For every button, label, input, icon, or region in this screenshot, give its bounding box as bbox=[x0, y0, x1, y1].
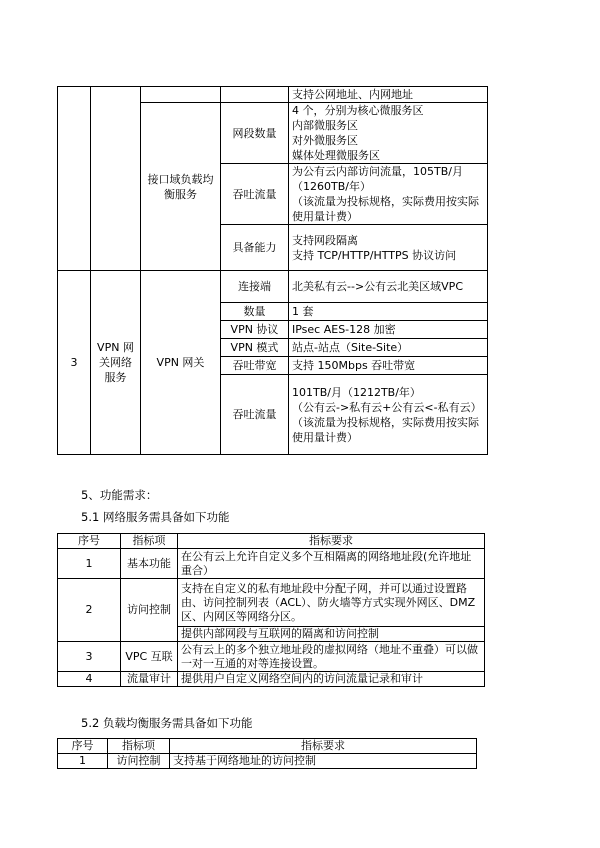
label-cell: 吞吐流量 bbox=[221, 164, 289, 225]
item-cell: 访问控制 bbox=[121, 579, 178, 642]
network-function-table bbox=[57, 533, 485, 687]
header-cell: 序号 bbox=[58, 534, 121, 549]
service-cell: VPN 网关网络服务 bbox=[91, 271, 141, 455]
index-cell: 4 bbox=[58, 672, 121, 687]
table-row bbox=[58, 672, 485, 687]
value-cell: 1 套 bbox=[289, 303, 488, 321]
index-cell bbox=[58, 87, 91, 271]
category-cell bbox=[141, 87, 221, 103]
label-cell: VPN 模式 bbox=[221, 339, 289, 357]
table-row bbox=[58, 642, 485, 672]
label-cell: 吞吐流量 bbox=[221, 375, 289, 455]
label-cell: VPN 协议 bbox=[221, 321, 289, 339]
item-cell: 基本功能 bbox=[121, 549, 178, 579]
label-cell: 网段数量 bbox=[221, 103, 289, 164]
value-cell: 为公有云内部访问流量，105TB/月（1260TB/年） （该流量为投标规格，实际费用按实际使用量计费） bbox=[289, 164, 488, 225]
value-cell: IPsec AES-128 加密 bbox=[289, 321, 488, 339]
table-row bbox=[58, 549, 485, 579]
label-cell: 数量 bbox=[221, 303, 289, 321]
value-cell: 北美私有云-->公有云北美区域VPC bbox=[289, 271, 488, 303]
requirement-cell: 提供内部网段与互联网的隔离和访问控制 bbox=[178, 627, 485, 642]
section-5-2-heading: 5.2 负载均衡服务需具备如下功能 bbox=[81, 716, 253, 730]
category-cell: 接口域负载均衡服务 bbox=[141, 103, 221, 271]
table-header-row bbox=[58, 534, 485, 549]
service-cell bbox=[91, 87, 141, 271]
requirement-cell: 在公有云上允许自定义多个互相隔离的网络地址段(允许地址重合） bbox=[178, 549, 485, 579]
value-cell: 站点-站点（Site-Site） bbox=[289, 339, 488, 357]
table-row bbox=[58, 271, 488, 303]
value-cell: 支持 150Mbps 吞吐带宽 bbox=[289, 357, 488, 375]
item-cell: VPC 互联 bbox=[121, 642, 178, 672]
label-cell: 吞吐带宽 bbox=[221, 357, 289, 375]
requirement-cell: 支持在自定义的私有地址段中分配子网，并可以通过设置路由、访问控制列表（ACL）、防火墙等方式实现外网区、DMZ 区、内网区等网络分区。 bbox=[178, 579, 485, 627]
index-cell: 1 bbox=[58, 754, 108, 769]
category-cell: VPN 网关 bbox=[141, 271, 221, 455]
item-cell: 流量审计 bbox=[121, 672, 178, 687]
table-header-row bbox=[58, 739, 477, 754]
header-cell: 指标要求 bbox=[170, 739, 477, 754]
value-cell: 支持网段隔离 支持 TCP/HTTP/HTTPS 协议访问 bbox=[289, 225, 488, 271]
header-cell: 指标项 bbox=[121, 534, 178, 549]
index-cell: 1 bbox=[58, 549, 121, 579]
header-cell: 序号 bbox=[58, 739, 108, 754]
value-cell: 101TB/月（1212TB/年） （公有云->私有云+公有云<-私有云） （该流量为投标规格，实际费用按实际使用量计费） bbox=[289, 375, 488, 455]
value-cell: 4 个，分别为核心微服务区 内部微服务区 对外微服务区 媒体处理微服务区 bbox=[289, 103, 488, 164]
table-row bbox=[58, 754, 477, 769]
table-row bbox=[58, 579, 485, 627]
label-cell: 具备能力 bbox=[221, 225, 289, 271]
service-spec-table bbox=[57, 86, 488, 455]
header-cell: 指标要求 bbox=[178, 534, 485, 549]
section-5-heading: 5、功能需求： bbox=[81, 488, 158, 502]
requirement-cell: 公有云上的多个独立地址段的虚拟网络（地址不重叠）可以做一对一互通的对等连接设置。 bbox=[178, 642, 485, 672]
load-balancer-function-table bbox=[57, 738, 477, 769]
requirement-cell: 提供用户自定义网络空间内的访问流量记录和审计 bbox=[178, 672, 485, 687]
table-row bbox=[58, 87, 488, 103]
section-5-1-heading: 5.1 网络服务需具备如下功能 bbox=[81, 510, 230, 524]
index-cell: 3 bbox=[58, 642, 121, 672]
label-cell: 连接端 bbox=[221, 271, 289, 303]
item-cell: 访问控制 bbox=[108, 754, 170, 769]
header-cell: 指标项 bbox=[108, 739, 170, 754]
label-cell bbox=[221, 87, 289, 103]
index-cell: 3 bbox=[58, 271, 91, 455]
requirement-cell: 支持基于网络地址的访问控制 bbox=[170, 754, 477, 769]
value-cell: 支持公网地址、内网地址 bbox=[289, 87, 488, 103]
index-cell: 2 bbox=[58, 579, 121, 642]
